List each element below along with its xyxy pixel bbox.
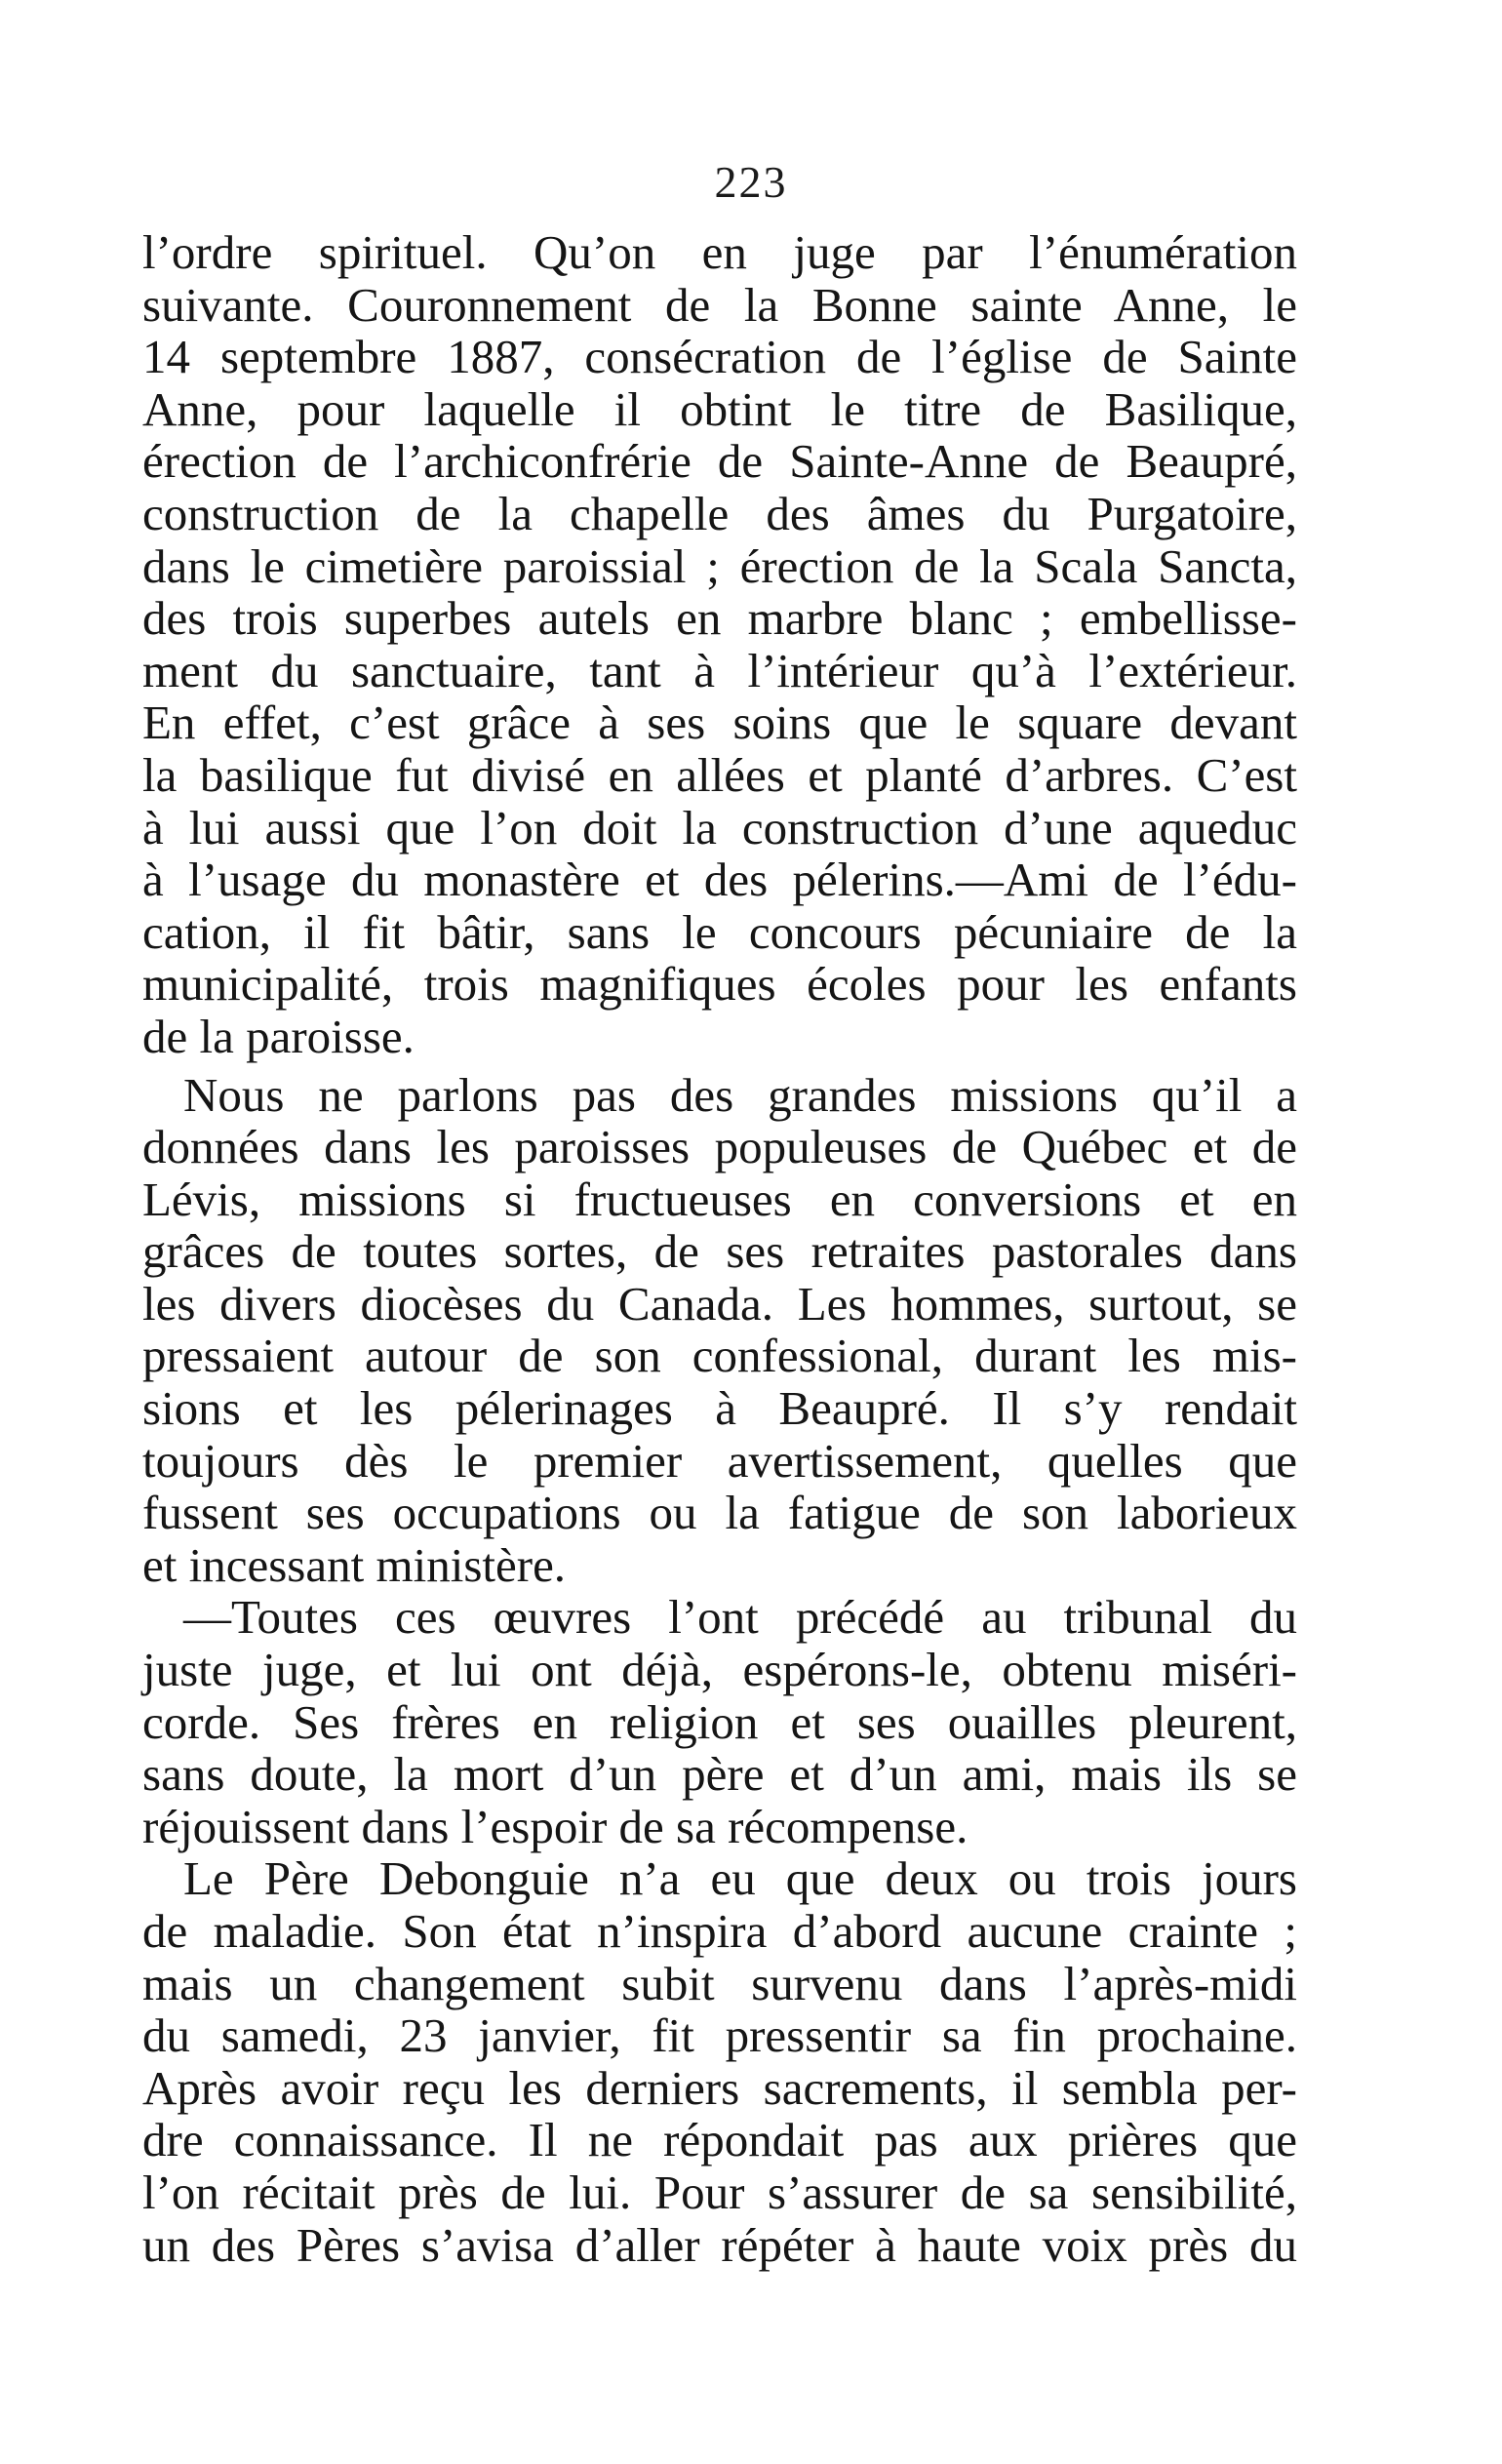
body-text (142, 226, 1297, 2271)
text-line: érection de l’archiconfrérie de Sainte-Anne de Beaupré, (142, 434, 1297, 489)
text-line: toujours dès le premier avertissement, quelles que (142, 1433, 1297, 1488)
text-line: l’ordre spirituel. Qu’on en juge par l’énumération (142, 225, 1297, 279)
text-line: du samedi, 23 janvier, fit pressentir sa fin prochaine. (142, 2008, 1297, 2063)
text-line: dans le cimetière paroissial ; érection de la Scala Sancta, (142, 538, 1297, 593)
text-line: En effet, c’est grâce à ses soins que le square devant (142, 695, 1297, 750)
text-line: Anne, pour laquelle il obtint le titre de Basilique, (142, 381, 1297, 436)
text-line: suivante. Couronnement de la Bonne sainte Anne, le (142, 277, 1297, 332)
text-line: municipalité, trois magnifiques écoles pour les enfants (142, 957, 1297, 1012)
text-line: grâces de toutes sortes, de ses retraites pastorales dans (142, 1224, 1297, 1279)
text-line: Nous ne parlons pas des grandes missions qu’il a (183, 1067, 1297, 1122)
text-line: construction de la chapelle des âmes du Purgatoire, (142, 486, 1297, 540)
text-line: fussent ses occupations ou la fatigue de son laborieux (142, 1486, 1297, 1540)
text-line: Après avoir reçu les derniers sacrements, il sembla per- (142, 2060, 1297, 2115)
text-line: cation, il fit bâtir, sans le concours pécuniaire de la (142, 904, 1297, 959)
text-line: Le Père Debonguie n’a eu que deux ou trois jours (183, 1851, 1297, 1906)
text-line: juste juge, et lui ont déjà, espérons-le, obtenu miséri- (142, 1643, 1297, 1697)
text-line: réjouissent dans l’espoir de sa récompense. (142, 1799, 968, 1853)
text-line: des trois superbes autels en marbre blanc ; embellisse- (142, 591, 1297, 646)
text-line: de la paroisse. (142, 1009, 415, 1063)
text-line: mais un changement subit survenu dans l’après-midi (142, 1956, 1297, 2010)
text-line: à l’usage du monastère et des pélerins.—Ami de l’édu- (142, 853, 1297, 907)
text-line: —Toutes ces œuvres l’ont précédé au tribunal du (183, 1590, 1297, 1645)
page-number: 223 (714, 157, 788, 207)
text-line: dre connaissance. Il ne répondait pas aux prières que (142, 2113, 1297, 2167)
text-line: un des Pères s’avisa d’aller répéter à haute voix près du (142, 2217, 1297, 2272)
text-line: données dans les paroisses populeuses de Québec et de (142, 1120, 1297, 1174)
text-line: la basilique fut divisé en allées et planté d’arbres. C’est (142, 747, 1297, 802)
text-line: sans doute, la mort d’un père et d’un ami, mais ils se (142, 1747, 1297, 1802)
text-line: corde. Ses frères en religion et ses ouailles pleurent, (142, 1694, 1297, 1749)
text-line: les divers diocèses du Canada. Les hommes, surtout, se (142, 1276, 1297, 1331)
text-line: l’on récitait près de lui. Pour s’assurer de sa sensibilité, (142, 2165, 1297, 2219)
text-line: et incessant ministère. (142, 1537, 567, 1592)
text-line: sions et les pélerinages à Beaupré. Il s’y rendait (142, 1381, 1297, 1436)
text-line: de maladie. Son état n’inspira d’abord aucune crainte ; (142, 1904, 1297, 1958)
text-line: ment du sanctuaire, tant à l’intérieur qu’à l’extérieur. (142, 643, 1297, 697)
text-line: pressaient autour de son confessional, durant les mis- (142, 1329, 1297, 1383)
text-line: 14 septembre 1887, consécration de l’église de Sainte (142, 330, 1297, 384)
text-line: Lévis, missions si fructueuses en conversions et en (142, 1172, 1297, 1226)
text-line: à lui aussi que l’on doit la construction d’une aqueduc (142, 800, 1297, 854)
